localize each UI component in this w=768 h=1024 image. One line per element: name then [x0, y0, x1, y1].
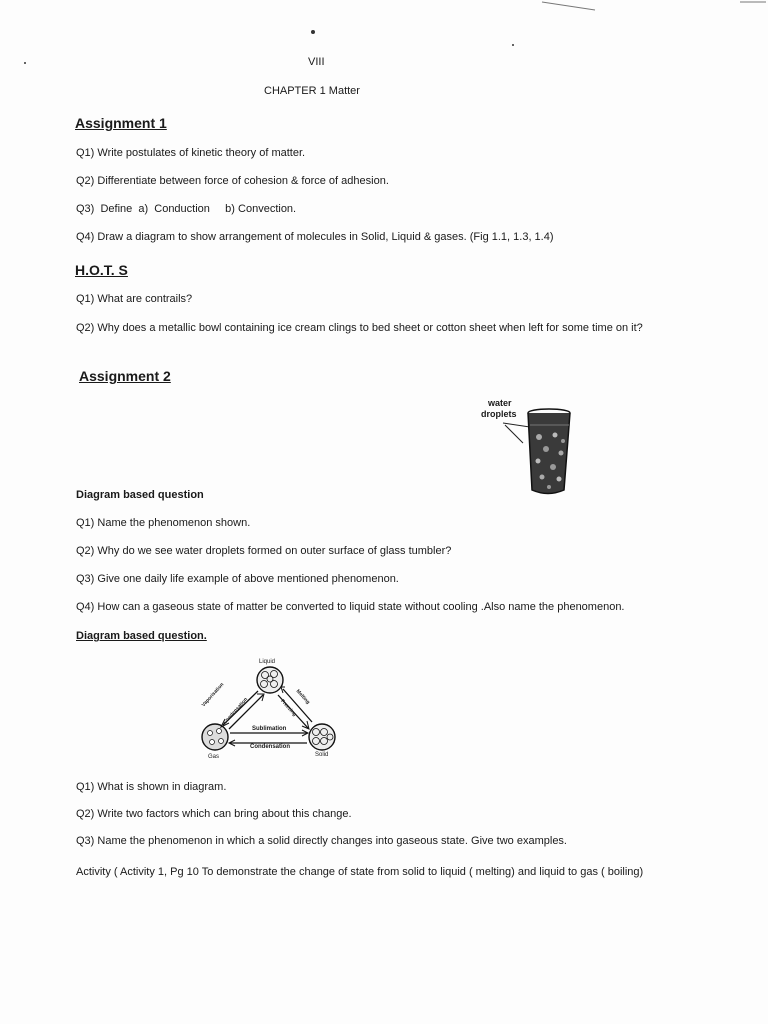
glass-tumbler-figure	[495, 405, 575, 500]
assignment-1-heading: Assignment 1	[75, 115, 167, 131]
assignment-2-q1: Q1) Name the phenomenon shown.	[76, 517, 251, 529]
assignment-1-q2: Q2) Differentiate between force of cohesion & force of adhesion.	[76, 175, 389, 187]
assignment-2-heading: Assignment 2	[79, 368, 171, 384]
figure-label-water: water	[488, 398, 512, 408]
figure-label-droplets: droplets	[481, 409, 517, 419]
diagram-label-sublimation: Sublimation	[252, 726, 287, 732]
scan-speck	[512, 44, 514, 46]
scan-mark	[738, 0, 768, 6]
assignment-2-diagram-q1: Q1) What is shown in diagram.	[76, 781, 227, 793]
hots-q1: Q1) What are contrails?	[76, 293, 193, 305]
activity-text: Activity ( Activity 1, Pg 10 To demonstrate the change of state from solid to liquid ( melting) and liquid to gas ( boiling)	[76, 866, 644, 878]
scan-mark	[540, 0, 600, 14]
diagram-question-subheading-2: Diagram based question.	[76, 630, 207, 642]
assignment-2-q3: Q3) Give one daily life example of above mentioned phenomenon.	[76, 573, 399, 585]
diagram-label-condensation-bottom: Condensation	[250, 744, 290, 750]
diagram-label-freezing: Freezing	[279, 698, 298, 718]
assignment-2-diagram-q2: Q2) Write two factors which can bring about this change.	[76, 808, 352, 820]
diagram-label-melting: Melting	[294, 688, 311, 706]
diagram-label-vaporisation: Vaporisation	[200, 681, 226, 709]
chapter-title: CHAPTER 1 Matter	[264, 85, 360, 97]
diagram-label-liquid: Liquid	[259, 659, 276, 665]
hots-heading: H.O.T. S	[75, 262, 128, 278]
assignment-2-diagram-q3: Q3) Name the phenomenon in which a solid directly changes into gaseous state. Give two examples.	[76, 835, 567, 847]
assignment-2-q4: Q4) How can a gaseous state of matter be converted to liquid state without cooling .Also name the phenomenon.	[76, 601, 625, 613]
assignment-1-q1: Q1) Write postulates of kinetic theory of matter.	[76, 147, 306, 159]
diagram-question-subheading-1: Diagram based question	[76, 489, 204, 501]
scan-speck	[24, 62, 26, 64]
assignment-1-q4: Q4) Draw a diagram to show arrangement of molecules in Solid, Liquid & gases. (Fig 1.1, 1.3, 1.4)	[76, 231, 554, 243]
assignment-2-q2: Q2) Why do we see water droplets formed on outer surface of glass tumbler?	[76, 545, 452, 557]
diagram-label-solid: Solid	[315, 752, 329, 758]
hots-q2: Q2) Why does a metallic bowl containing ice cream clings to bed sheet or cotton sheet when left for some time on it?	[76, 322, 643, 334]
diagram-label-gas: Gas	[208, 754, 220, 760]
diagram-label-condensation-left: Condensation	[222, 696, 250, 726]
assignment-1-q3: Q3) Define a) Conduction b) Convection.	[76, 203, 297, 215]
class-label: VIII	[308, 56, 325, 68]
scan-speck	[311, 30, 315, 34]
